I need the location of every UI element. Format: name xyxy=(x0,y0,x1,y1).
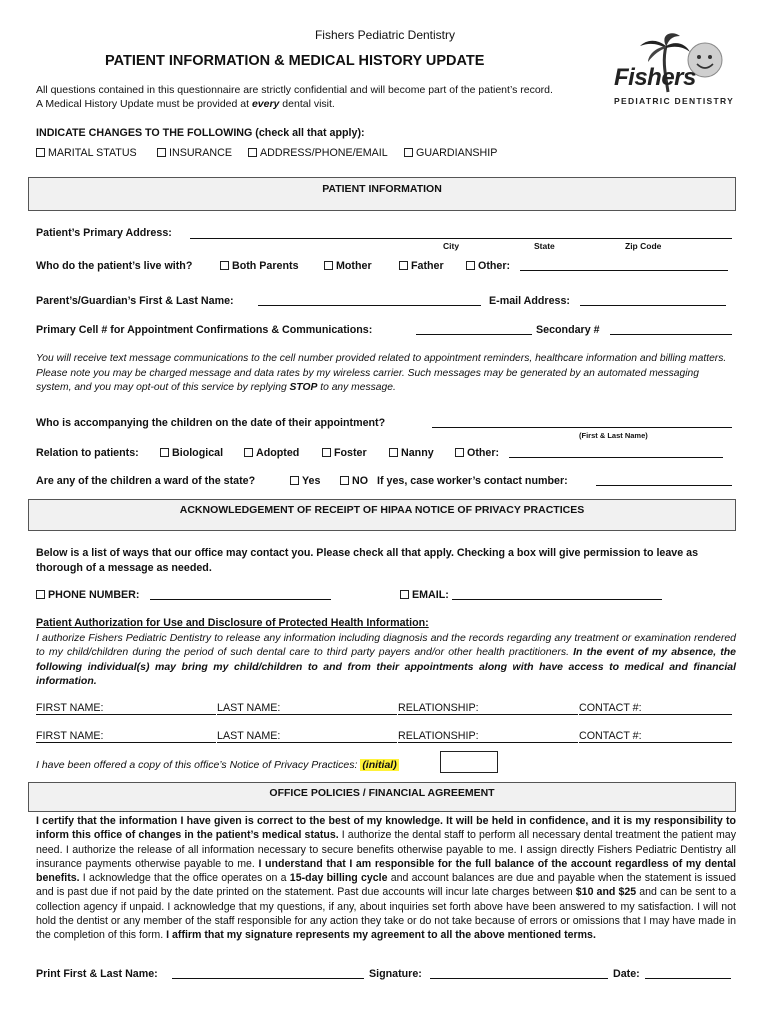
zip-label: Zip Code xyxy=(625,241,662,251)
checkbox-icon[interactable] xyxy=(399,261,408,270)
initial-input[interactable] xyxy=(440,751,498,773)
first-name-label: FIRST NAME: xyxy=(36,702,104,714)
lives-with-both-parents[interactable]: Both Parents xyxy=(220,260,299,272)
checkbox-icon[interactable] xyxy=(160,448,169,457)
relation-biological[interactable]: Biological xyxy=(160,447,223,459)
change-insurance[interactable]: INSURANCE xyxy=(157,147,232,159)
checkbox-icon[interactable] xyxy=(36,590,45,599)
checkbox-icon[interactable] xyxy=(389,448,398,457)
first-last-hint: (First & Last Name) xyxy=(579,431,648,440)
form-title: PATIENT INFORMATION & MEDICAL HISTORY UPDATE xyxy=(105,53,485,69)
primary-cell-input[interactable] xyxy=(416,324,532,335)
city-label: City xyxy=(443,241,460,251)
change-guardianship[interactable]: GUARDIANSHIP xyxy=(404,147,497,159)
contact-phone[interactable]: PHONE NUMBER: xyxy=(36,589,139,601)
address-row: Patient’s Primary Address: xyxy=(36,227,172,239)
checkbox-icon[interactable] xyxy=(400,590,409,599)
lives-with-other-input[interactable] xyxy=(520,260,728,271)
checkbox-icon[interactable] xyxy=(157,148,166,157)
relation-adopted[interactable]: Adopted xyxy=(244,447,299,459)
signature-input[interactable] xyxy=(430,968,608,979)
checkbox-icon[interactable] xyxy=(322,448,331,457)
changes-label: INDICATE CHANGES TO THE FOLLOWING (check all that apply): xyxy=(36,127,365,139)
checkbox-icon[interactable] xyxy=(466,261,475,270)
last-name-input[interactable] xyxy=(217,742,397,743)
lives-with-father[interactable]: Father xyxy=(399,260,444,272)
section-title: ACKNOWLEDGEMENT OF RECEIPT OF HIPAA NOTICE OF PRIVACY PRACTICES xyxy=(179,504,585,516)
checkbox-icon[interactable] xyxy=(340,476,349,485)
phone-input[interactable] xyxy=(150,589,331,600)
caseworker-input[interactable] xyxy=(596,475,732,486)
ward-label: Are any of the children a ward of the state? xyxy=(36,475,256,487)
patient-info-header xyxy=(28,177,736,211)
ward-no[interactable]: NO xyxy=(340,475,368,487)
logo-subtitle: PEDIATRIC DENTISTRY xyxy=(614,96,735,106)
privacy-notice-offered: I have been offered a copy of this office’s Notice of Privacy Practices: (initial) xyxy=(36,759,397,771)
checkbox-icon[interactable] xyxy=(220,261,229,270)
text-message-notice: You will receive text message communications to the cell number provided related to appointment reminders, healthcare information and billing matters. Please note you may be charged message and data rates by my wireless carrier. Such messages may be generated by an automated messaging system, and you may opt-out of this service by replying STOP to any message. xyxy=(36,353,727,394)
print-name-input[interactable] xyxy=(172,968,364,979)
relation-other[interactable]: Other: xyxy=(455,447,499,459)
accompany-label: Who is accompanying the children on the date of their appointment? xyxy=(36,417,386,429)
initial-highlight: (initial) xyxy=(362,759,397,771)
practice-name: Fishers Pediatric Dentistry xyxy=(314,28,456,42)
contact-label: CONTACT #: xyxy=(579,730,642,742)
hipaa-header xyxy=(28,499,736,531)
financial-agreement-text: I certify that the information I have given is correct to the best of my knowledge. It will be held in confidence, and it is my responsibility to inform this office of changes in the patient’s medical status. I authorize the dental staff to perform all necessary dental treatment the patient may need. I authorize the release of all information necessary to secure benefits otherwise payable to me. I assign directly Fishers Pediatric Dentistry all insurance payments otherwise payable to me. I understand that I am responsible for the full balance of the account regardless of my dental benefits. I acknowledge that the office operates on a 15-day billing cycle and account balances are due and payable when the statement is issued and is past due if not paid by the date printed on the statement. Past due accounts will incur late charges between $10 and $25 and can be sent to a collection agency if unpaid. I acknowledge that my questions, if any, about inquiries set forth above have been answered to my satisfaction. I will not hold the dentist or any member of the staff responsible for any action they take or do not take because of errors or omissions that I may have made in the completion of this form. I affirm that my signature represents my agreement to all the above mentioned terms. xyxy=(36,815,737,942)
caseworker-label: If yes, case worker’s contact number: xyxy=(377,475,568,487)
checkbox-icon[interactable] xyxy=(455,448,464,457)
section-title: OFFICE POLICIES / FINANCIAL AGREEMENT xyxy=(269,787,495,799)
authorization-heading: Patient Authorization for Use and Disclosure of Protected Health Information: xyxy=(36,617,429,629)
contact-email-input[interactable] xyxy=(452,589,662,600)
signature-label: Signature: xyxy=(369,968,422,980)
address-input[interactable] xyxy=(190,228,732,239)
checkbox-icon[interactable] xyxy=(248,148,257,157)
contact-permission-intro: Below is a list of ways that our office may contact you. Please check all that apply. Checking a box will give permission to leave as thorough of a message as needed. xyxy=(36,547,699,574)
change-marital-status[interactable]: MARITAL STATUS xyxy=(36,147,137,159)
contact-label: CONTACT #: xyxy=(579,702,642,714)
checkbox-icon[interactable] xyxy=(244,448,253,457)
secondary-label: Secondary # xyxy=(536,324,600,336)
date-label: Date: xyxy=(613,968,640,980)
guardian-name-label: Parent’s/Guardian’s First & Last Name: xyxy=(36,295,234,307)
checkbox-icon[interactable] xyxy=(404,148,413,157)
relationship-input[interactable] xyxy=(398,714,578,715)
relationship-label: RELATIONSHIP: xyxy=(398,730,479,742)
logo-word: Fishers xyxy=(614,64,696,91)
first-name-label: FIRST NAME: xyxy=(36,730,104,742)
financial-header xyxy=(28,782,736,812)
lives-with-label: Who do the patient’s live with? xyxy=(36,260,193,272)
date-input[interactable] xyxy=(645,968,731,979)
guardian-name-input[interactable] xyxy=(258,295,481,306)
relationship-input[interactable] xyxy=(398,742,578,743)
relation-foster[interactable]: Foster xyxy=(322,447,367,459)
checkbox-icon[interactable] xyxy=(290,476,299,485)
accompany-input[interactable] xyxy=(432,417,732,428)
email-address-label: E-mail Address: xyxy=(489,295,570,307)
last-name-label: LAST NAME: xyxy=(217,702,281,714)
relationship-label: RELATIONSHIP: xyxy=(398,702,479,714)
ward-yes[interactable]: Yes xyxy=(290,475,320,487)
print-name-label: Print First & Last Name: xyxy=(36,968,158,980)
contact-input[interactable] xyxy=(579,714,732,715)
practice-logo xyxy=(610,32,736,110)
primary-cell-label: Primary Cell # for Appointment Confirmations & Communications: xyxy=(36,324,373,336)
change-address[interactable]: ADDRESS/PHONE/EMAIL xyxy=(248,147,388,159)
section-title: PATIENT INFORMATION xyxy=(322,183,442,195)
contact-input[interactable] xyxy=(579,742,732,743)
email-address-input[interactable] xyxy=(580,295,726,306)
lives-with-mother[interactable]: Mother xyxy=(324,260,372,272)
first-name-input[interactable] xyxy=(36,742,216,743)
state-label: State xyxy=(534,241,555,251)
lives-with-other[interactable]: Other: xyxy=(466,260,510,272)
checkbox-icon[interactable] xyxy=(324,261,333,270)
intro-line-2: A Medical History Update must be provided at every dental visit. xyxy=(36,98,335,110)
relation-label: Relation to patients: xyxy=(36,447,139,459)
contact-email[interactable]: EMAIL: xyxy=(400,589,449,601)
authorization-text: I authorize Fishers Pediatric Dentistry to release any information including diagnosis and the records regarding any treatment or examination rendered to my child/children during the period of such dental care to third party payers and/or other health practitioners. In the event of my absence, the following individual(s) may bring my child/children to and from their appointments along with have access to medical and financial information. xyxy=(36,632,736,687)
last-name-input[interactable] xyxy=(217,714,397,715)
first-name-input[interactable] xyxy=(36,714,216,715)
secondary-input[interactable] xyxy=(610,324,732,335)
checkbox-icon[interactable] xyxy=(36,148,45,157)
last-name-label: LAST NAME: xyxy=(217,730,281,742)
relation-nanny[interactable]: Nanny xyxy=(389,447,434,459)
intro-line-1: All questions contained in this questionnaire are strictly confidential and will become part of the patient’s record. xyxy=(36,84,553,96)
relation-other-input[interactable] xyxy=(509,447,723,458)
